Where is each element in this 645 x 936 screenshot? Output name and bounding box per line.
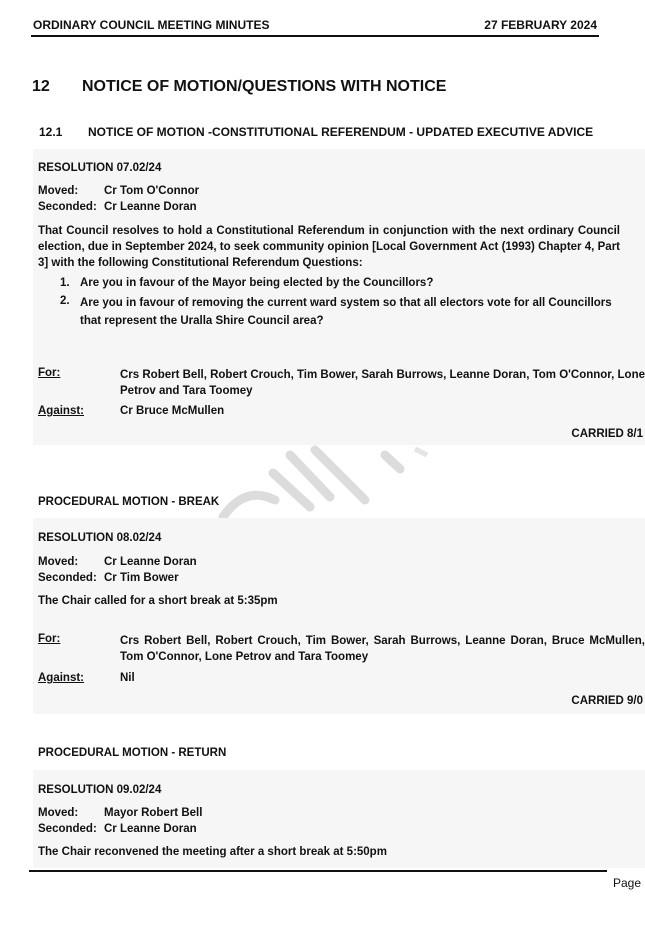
seconded-label: Seconded: bbox=[38, 201, 97, 213]
moved-label: Moved: bbox=[38, 185, 79, 197]
resolution-body: That Council resolves to hold a Constitutional Referendum in conjunction with the next ordinary Council election, due in September 2024, to seek community opinion [Local Government Act (1993) Chapter 4, Part 3] with the following Constitutional Referendum Questions: bbox=[38, 225, 620, 269]
votes-against: Nil bbox=[120, 672, 135, 684]
resolution-block-09 bbox=[33, 770, 645, 868]
question-1: Are you in favour of the Mayor being elected by the Councillors? bbox=[80, 277, 434, 289]
procedural-motion-break-heading: PROCEDURAL MOTION - BREAK bbox=[38, 496, 220, 508]
subsection-number: 12.1 bbox=[39, 125, 63, 139]
resolution-body: The Chair called for a short break at 5:35pm bbox=[38, 595, 278, 607]
resolution-number: RESOLUTION 07.02/24 bbox=[38, 162, 162, 174]
votes-against-label: Against: bbox=[38, 672, 84, 684]
moved-label: Moved: bbox=[38, 807, 79, 819]
moved-by: Cr Leanne Doran bbox=[104, 556, 197, 568]
votes-against: Cr Bruce McMullen bbox=[120, 405, 225, 417]
resolution-block-08 bbox=[33, 518, 645, 714]
subsection-title: NOTICE OF MOTION -CONSTITUTIONAL REFERENDUM - UPDATED EXECUTIVE ADVICE bbox=[88, 125, 594, 139]
question-2: Are you in favour of removing the current ward system so that all electors vote for all Councillors that represent the Uralla Shire Council area? bbox=[80, 297, 612, 327]
document-header-date: 27 FEBRUARY 2024 bbox=[484, 18, 597, 32]
votes-against-label: Against: bbox=[38, 405, 84, 417]
votes-for: Crs Robert Bell, Robert Crouch, Tim Bower, Sarah Burrows, Leanne Doran, Tom O'Connor, Lone Petrov and Tara Toomey bbox=[120, 369, 645, 397]
section-title: NOTICE OF MOTION/QUESTIONS WITH NOTICE bbox=[82, 78, 447, 95]
moved-label: Moved: bbox=[38, 556, 79, 568]
resolution-number: RESOLUTION 08.02/24 bbox=[38, 532, 162, 544]
carried-result: CARRIED 8/1 bbox=[571, 428, 643, 440]
procedural-motion-return-heading: PROCEDURAL MOTION - RETURN bbox=[38, 747, 227, 759]
moved-by: Cr Tom O'Connor bbox=[104, 185, 200, 197]
votes-for-label: For: bbox=[38, 633, 61, 645]
page-label: Page bbox=[612, 876, 641, 890]
draft-watermark bbox=[215, 445, 445, 520]
carried-result: CARRIED 9/0 bbox=[571, 695, 643, 707]
votes-for: Crs Robert Bell, Robert Crouch, Tim Bower, Sarah Burrows, Leanne Doran, Bruce McMullen, Tom O'Connor, Lone Petrov and Tara Toomey bbox=[120, 635, 645, 663]
question-1-number: 1. bbox=[60, 277, 70, 289]
resolution-block-07 bbox=[33, 149, 645, 445]
moved-by: Mayor Robert Bell bbox=[104, 807, 203, 819]
resolution-body: The Chair reconvened the meeting after a short break at 5:50pm bbox=[38, 846, 387, 858]
seconded-by: Cr Leanne Doran bbox=[104, 823, 197, 835]
seconded-label: Seconded: bbox=[38, 572, 97, 584]
question-2-number: 2. bbox=[60, 295, 70, 307]
seconded-by: Cr Leanne Doran bbox=[104, 201, 197, 213]
seconded-by: Cr Tim Bower bbox=[104, 572, 179, 584]
seconded-label: Seconded: bbox=[38, 823, 97, 835]
footer-divider bbox=[29, 870, 607, 872]
resolution-number: RESOLUTION 09.02/24 bbox=[38, 784, 162, 796]
header-divider bbox=[31, 35, 599, 37]
document-header-title: ORDINARY COUNCIL MEETING MINUTES bbox=[33, 18, 270, 32]
section-number: 12 bbox=[32, 78, 50, 95]
votes-for-label: For: bbox=[38, 367, 61, 379]
